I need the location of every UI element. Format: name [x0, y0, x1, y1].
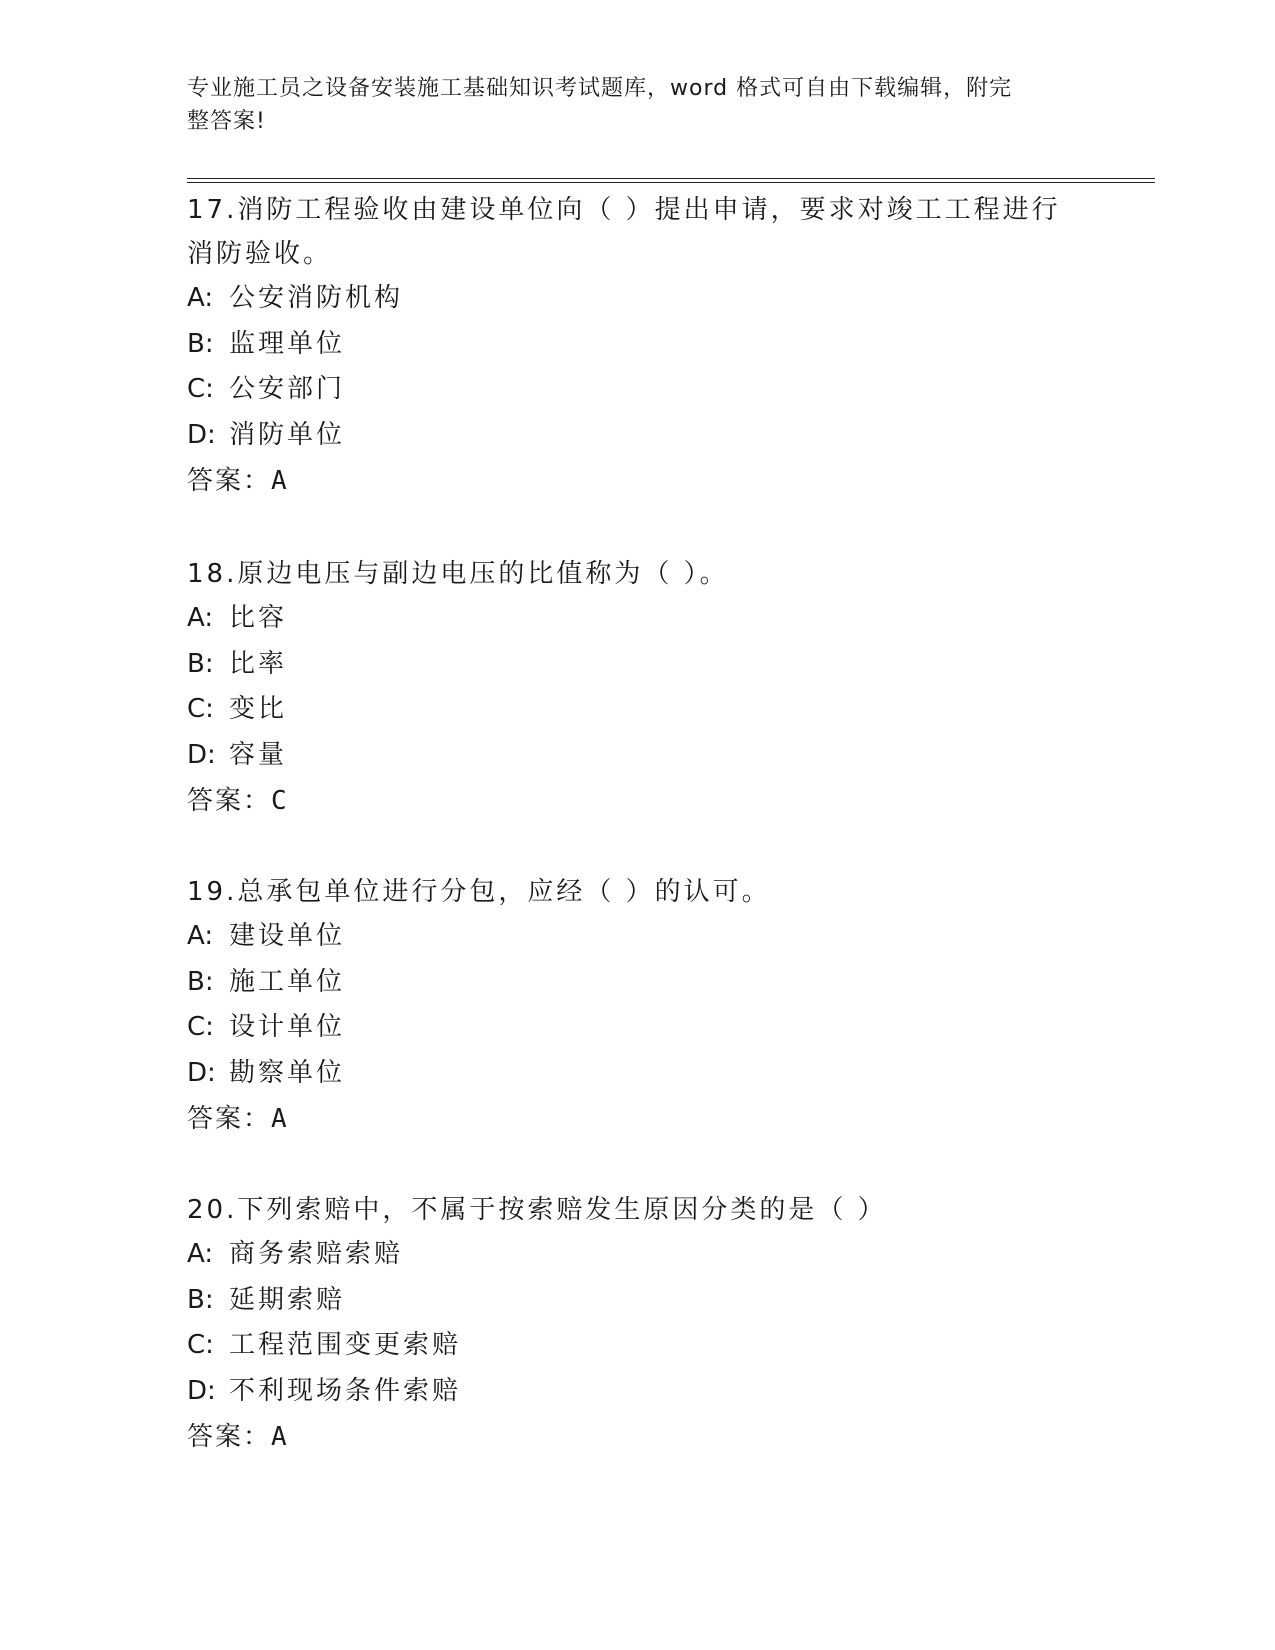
answer-value: A: [271, 1104, 288, 1134]
option-text: 设计单位: [229, 1012, 346, 1042]
answer-line: [187, 1096, 1087, 1142]
option-text: 施工单位: [229, 966, 346, 997]
document-header: [187, 72, 1067, 138]
option-key: B:: [187, 966, 214, 997]
option-c: [187, 1323, 1087, 1369]
option-key: B:: [187, 648, 214, 679]
option-text: 消防单位: [229, 419, 346, 450]
header-divider-top: [187, 178, 1155, 179]
header-divider-bottom: [187, 182, 1155, 183]
header-title-line-2: 整答案!: [187, 109, 266, 134]
question-text: 原边电压与副边电压的比值称为（ ）。: [237, 559, 729, 589]
question-17: [187, 188, 1087, 504]
option-text: 商务索赔索赔: [229, 1239, 404, 1269]
answer-label: 答案：: [187, 466, 272, 496]
option-text: 监理单位: [229, 328, 346, 359]
option-d: [187, 733, 1087, 779]
question-number: 18.: [187, 559, 238, 589]
option-key: B:: [187, 328, 214, 359]
question-text: 总承包单位进行分包，应经（ ）的认可。: [237, 877, 771, 907]
option-key: A:: [187, 283, 214, 313]
answer-line: [187, 458, 1087, 504]
option-key: A:: [187, 921, 214, 951]
option-d: [187, 413, 1087, 459]
option-key: D:: [187, 1375, 216, 1406]
option-c: [187, 1005, 1087, 1051]
option-text: 比容: [229, 603, 288, 633]
question-stem: [187, 870, 1087, 914]
option-text: 建设单位: [229, 921, 346, 951]
answer-line: [187, 1414, 1087, 1460]
option-key: A:: [187, 603, 214, 633]
option-b: [187, 1278, 1087, 1324]
option-text: 工程范围变更索赔: [229, 1330, 462, 1360]
header-title-line-1: 专业施工员之设备安装施工基础知识考试题库，word 格式可自由下载编辑，附完: [187, 76, 1013, 101]
option-c: [187, 687, 1087, 733]
option-key: D:: [187, 419, 216, 450]
option-text: 不利现场条件索赔: [229, 1375, 462, 1406]
option-c: [187, 367, 1087, 413]
question-text: 下列索赔中，不属于按索赔发生原因分类的是（ ）: [237, 1195, 887, 1225]
option-b: [187, 322, 1087, 368]
option-text: 勘察单位: [229, 1057, 346, 1088]
question-stem: [187, 188, 1087, 276]
option-a: [187, 1232, 1087, 1278]
answer-label: 答案：: [187, 786, 272, 816]
question-stem: [187, 1188, 1087, 1232]
option-key: C:: [187, 374, 214, 404]
question-number: 20.: [187, 1195, 238, 1225]
answer-line: [187, 778, 1087, 824]
option-text: 容量: [229, 739, 288, 770]
option-b: [187, 960, 1087, 1006]
answer-value: A: [271, 1422, 288, 1452]
answer-label: 答案：: [187, 1422, 272, 1452]
option-key: C:: [187, 694, 214, 724]
answer-label: 答案：: [187, 1104, 272, 1134]
question-number: 17.: [187, 195, 238, 225]
option-key: C:: [187, 1330, 214, 1360]
option-text: 延期索赔: [229, 1284, 346, 1315]
option-a: [187, 596, 1087, 642]
question-19: [187, 870, 1087, 1142]
question-20: [187, 1188, 1087, 1460]
option-b: [187, 642, 1087, 688]
question-number: 19.: [187, 877, 238, 907]
question-stem: [187, 552, 1087, 596]
option-a: [187, 276, 1087, 322]
option-text: 变比: [229, 694, 288, 724]
option-d: [187, 1369, 1087, 1415]
option-key: D:: [187, 739, 216, 770]
option-text: 公安部门: [229, 374, 346, 404]
option-d: [187, 1051, 1087, 1097]
answer-value: A: [271, 466, 288, 496]
answer-value: C: [271, 786, 288, 816]
option-key: A:: [187, 1239, 214, 1269]
option-a: [187, 914, 1087, 960]
option-key: C:: [187, 1012, 214, 1042]
question-text: 消防工程验收由建设单位向（ ）提出申请，要求对竣工工程进行消防验收。: [187, 195, 1061, 269]
option-key: B:: [187, 1284, 214, 1315]
option-key: D:: [187, 1057, 216, 1088]
question-18: [187, 552, 1087, 824]
option-text: 比率: [229, 648, 288, 679]
option-text: 公安消防机构: [229, 283, 404, 313]
